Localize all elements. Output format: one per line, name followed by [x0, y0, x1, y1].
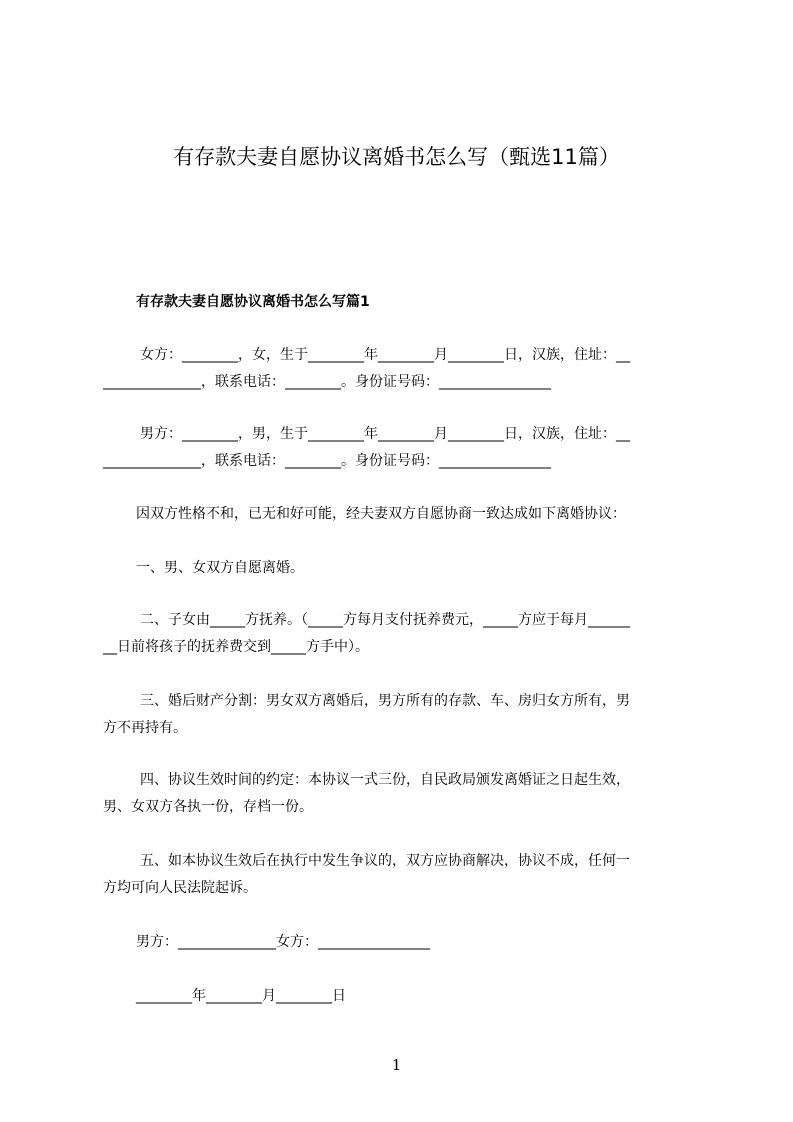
paragraph-reason: [103, 501, 703, 528]
paragraph-line: 男、女双方各执一份，存档一份。: [103, 799, 313, 815]
document-title: 有存款夫妻自愿协议离婚书怎么写（甄选11篇）: [173, 145, 620, 169]
clause-3: [103, 688, 703, 742]
paragraph-line: ______________，联系电话：________。身份证号码：________________: [103, 374, 551, 390]
paragraph-line: 四、协议生效时间的约定：本协议一式三份，自民政局颁发离婚证之日起生效，: [140, 772, 630, 788]
date-line: ________年________月________日: [136, 988, 346, 1004]
signature-line: 男方：______________女方：________________: [136, 934, 430, 950]
paragraph-line: 五、如本协议生效后在执行中发生争议的，双方应协商解决，协议不成，任何一: [140, 853, 630, 869]
paragraph-party-male: [103, 421, 703, 475]
paragraph-line: 方不再持有。: [103, 720, 187, 736]
section-heading: 有存款夫妻自愿协议离婚书怎么写篇1: [136, 294, 370, 310]
paragraph-line: 女方：________，女，生于________年________月________日，汉族，住址：__: [140, 347, 630, 363]
paragraph-line: 二、子女由_____方抚养。（_____方每月支付抚养费元，_____方应于每月______: [140, 612, 630, 628]
clause-4: [103, 767, 703, 821]
paragraph-line: 一、男、女双方自愿离婚。: [136, 560, 304, 576]
clause-1: [103, 555, 703, 582]
paragraph-line: __日前将孩子的抚养费交到_____方手中）。: [103, 639, 369, 655]
paragraph-line: 三、婚后财产分割：男女双方离婚后，男方所有的存款、车、房归女方所有，男: [140, 693, 630, 709]
paragraph-line: 因双方性格不和，已无和好可能，经夫妻双方自愿协商一致达成如下离婚协议：: [136, 506, 626, 522]
clause-5: [103, 848, 703, 902]
paragraph-line: 方均可向人民法院起诉。: [103, 880, 257, 896]
paragraph-party-female: [103, 342, 703, 396]
paragraph-line: ______________，联系电话：________。身份证号码：________________: [103, 453, 551, 469]
page-number: 1: [391, 1056, 402, 1074]
clause-2: [103, 607, 703, 661]
paragraph-line: 男方：________，男，生于________年________月________日，汉族，住址：__: [140, 426, 630, 442]
